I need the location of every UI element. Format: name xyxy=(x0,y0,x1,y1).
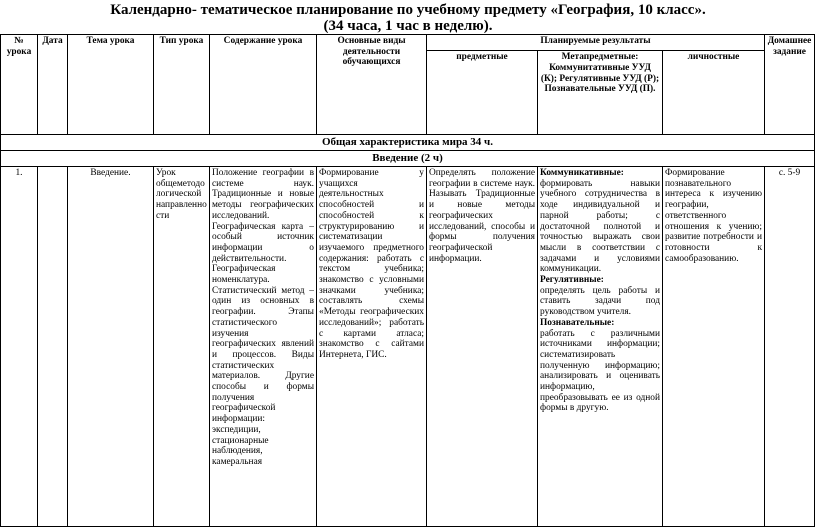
header-date: Дата xyxy=(38,35,68,135)
section-intro: Введение (2 ч) xyxy=(1,151,815,167)
document-title xyxy=(0,2,816,34)
cell-meta-results xyxy=(538,167,663,527)
cell-date xyxy=(38,167,68,527)
planning-table xyxy=(0,34,815,527)
header-subject-results: предметные xyxy=(427,51,538,135)
cell-personal-results: Формирование познавательного интереса к изучению географии, ответственного отношения к учению; развитие потребности и готовности к самообразованию. xyxy=(663,167,765,527)
header-topic: Тема урока xyxy=(68,35,154,135)
header-results: Планируемые результаты xyxy=(427,35,765,51)
meta-regulative-text: определять цель работы и ставить задачи под руководством учителя. xyxy=(540,285,660,318)
cell-subject-results: Определять положение географии в системе наук. Называть Традиционные и новые методы географических исследований, способы и формы получения географической информации. xyxy=(427,167,538,527)
cell-lesson-no: 1. xyxy=(1,167,38,527)
cell-activities: Формирование у учащихся деятельностных способностей и способностей к структурированию и систематизации изучаемого предметного содержания: работать с текстом учебника; знакомство с условными значками учебника; составлять схемы «Методы географических исследований»; работать с картами атласа; знакомство с сайтами Интернета, ГИС. xyxy=(317,167,427,527)
header-homework: Домашнее задание xyxy=(765,35,815,135)
title-line-2: (34 часа, 1 час в неделю). xyxy=(323,18,493,34)
meta-cognitive-text: работать с различными источниками информации; систематизировать полученную информацию; анализировать и оценивать информацию, преобразовывать ее из одной формы в другую. xyxy=(540,328,660,414)
cell-type: Урок общеметодологической направленности xyxy=(154,167,210,527)
section-row-general xyxy=(1,135,815,151)
header-row-1 xyxy=(1,35,815,51)
cell-homework: с. 5-9 xyxy=(765,167,815,527)
header-meta-results: Метапредметные: Коммунитативные УУД (К); Регулятивные УУД (Р); Познавательные УУД (П). xyxy=(538,51,663,135)
cell-topic: Введение. xyxy=(68,167,154,527)
section-general: Общая характеристика мира 34 ч. xyxy=(1,135,815,151)
section-row-intro xyxy=(1,151,815,167)
meta-communicative-label: Коммуникативные: xyxy=(540,168,624,178)
header-activities: Основные виды деятельности обучающихся xyxy=(317,35,427,135)
cell-content: Положение географии в системе наук. Традиционные и новые методы географических исследований. Географическая карта – особый источник информации о действительности. Географическая номенклатура. Статистический метод – один из основных в географии. Этапы статистического изучения географических явлений и процессов. Виды статистических материалов. Другие способы и формы получения географической информации: экспедиции, стационарные наблюдения, камеральная xyxy=(210,167,317,527)
header-type: Тип урока xyxy=(154,35,210,135)
meta-regulative-label: Регулятивные: xyxy=(540,275,604,286)
header-lesson-no: № урока xyxy=(1,35,38,135)
meta-cognitive-label: Познавательные: xyxy=(540,317,615,328)
header-personal-results: личностные xyxy=(663,51,765,135)
header-content: Содержание урока xyxy=(210,35,317,135)
meta-communicative-text: формировать навыки учебного сотрудничества в ходе индивидуальной и парной работы; с достаточной полнотой и точностью выражать свои мысли в соответствии с задачами и условиями коммуникации. xyxy=(540,178,660,275)
table-row xyxy=(1,167,815,527)
title-line-1: Календарно- тематическое планирование по учебному предмету «География, 10 класс». xyxy=(110,2,706,18)
